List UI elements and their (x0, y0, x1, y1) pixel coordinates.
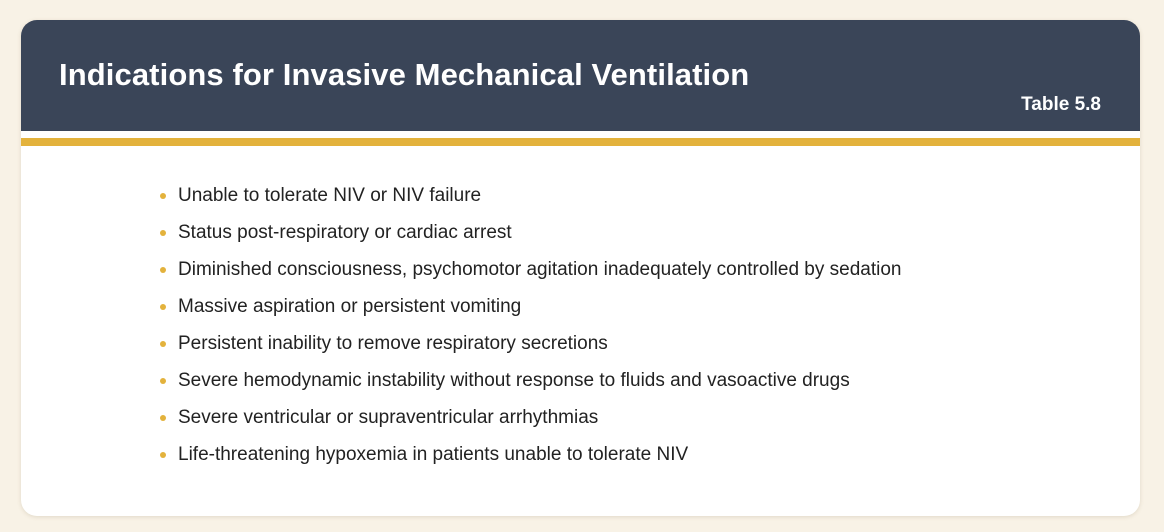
list-item-text: Diminished consciousness, psychomotor agitation inadequately controlled by sedation (178, 258, 902, 280)
list-item-text: Unable to tolerate NIV or NIV failure (178, 184, 482, 206)
list-item (160, 325, 901, 362)
header-divider (21, 131, 1140, 138)
bullet-dot-icon (160, 378, 166, 384)
list-item-text: Severe ventricular or supraventricular arrhythmias (178, 406, 599, 428)
list-item (160, 399, 901, 436)
bullet-dot-icon (160, 267, 166, 273)
bullet-dot-icon (160, 341, 166, 347)
table-number-label: Table 5.8 (1021, 94, 1101, 115)
list-item-text: Persistent inability to remove respiratory secretions (178, 332, 608, 354)
list-item (160, 251, 901, 288)
list-item (160, 362, 901, 399)
list-item (160, 214, 901, 251)
card-header (21, 20, 1140, 131)
bullet-dot-icon (160, 230, 166, 236)
indications-list (160, 177, 901, 473)
list-item-text: Severe hemodynamic instability without response to fluids and vasoactive drugs (178, 369, 850, 391)
bullet-dot-icon (160, 193, 166, 199)
page-title: Indications for Invasive Mechanical Ventilation (59, 57, 750, 92)
bullet-dot-icon (160, 452, 166, 458)
list-item-text: Status post-respiratory or cardiac arrest (178, 221, 512, 243)
bullet-dot-icon (160, 304, 166, 310)
accent-divider (21, 138, 1140, 146)
list-item-text: Massive aspiration or persistent vomiting (178, 295, 522, 317)
list-item (160, 288, 901, 325)
list-item (160, 177, 901, 214)
table-card (21, 20, 1140, 516)
bullet-dot-icon (160, 415, 166, 421)
list-item (160, 436, 901, 473)
list-item-text: Life-threatening hypoxemia in patients unable to tolerate NIV (178, 443, 689, 465)
